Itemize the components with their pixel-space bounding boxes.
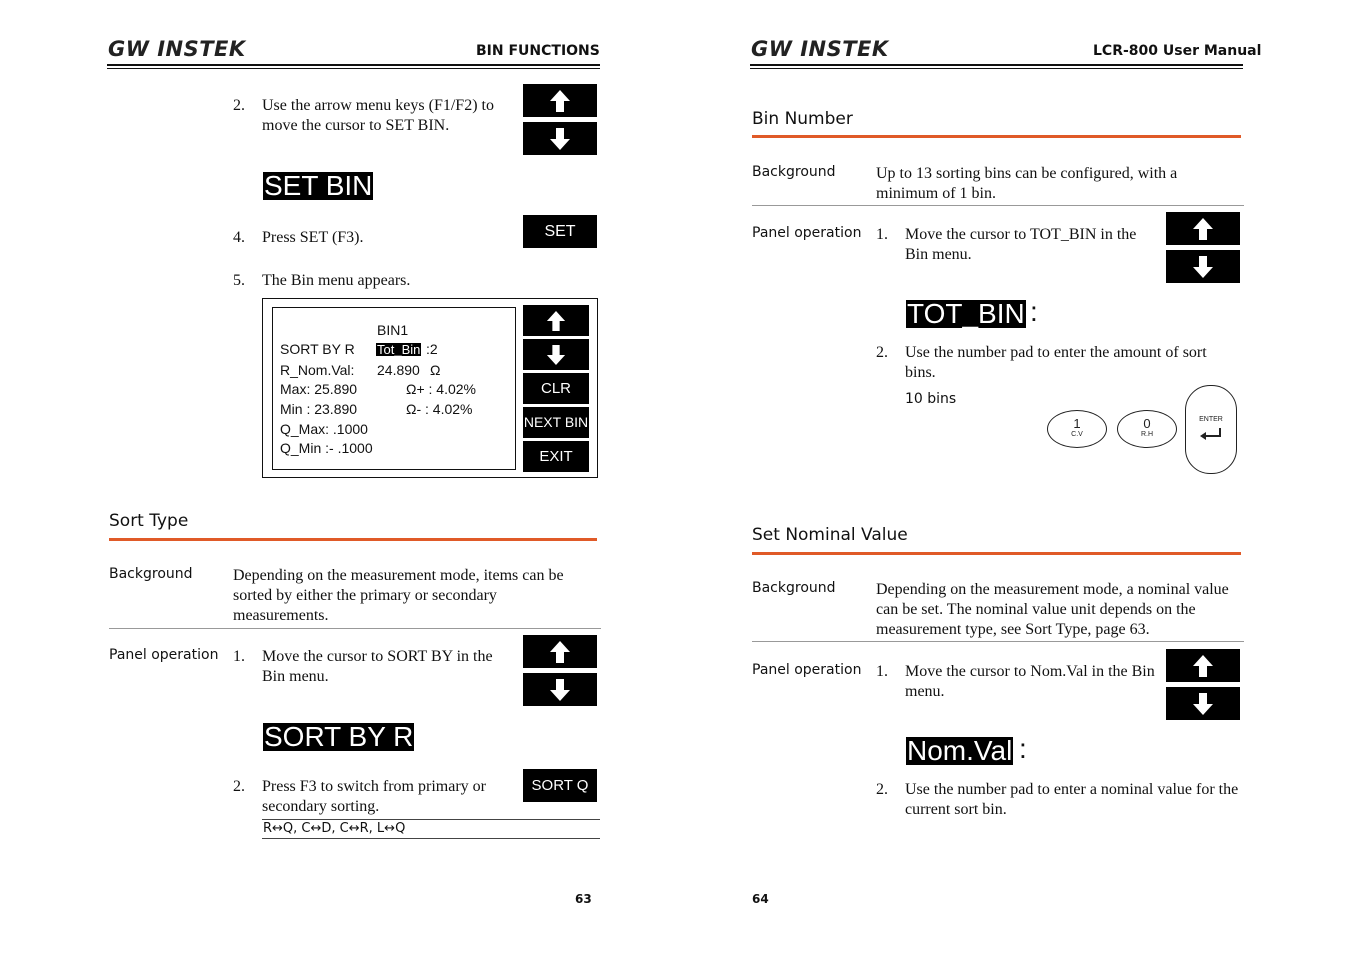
lcd-omega-minus: Ω- : 4.02% — [406, 401, 473, 417]
arrow-down-icon — [546, 344, 566, 366]
arrow-up-key[interactable] — [1166, 212, 1240, 245]
brand-logo: GW INSTEK — [751, 37, 889, 61]
numpad-1-key[interactable] — [1047, 410, 1107, 448]
arrow-up-icon — [546, 310, 566, 332]
header-rule — [750, 64, 1243, 69]
step-number: 1. — [876, 226, 888, 243]
step-text: Use the arrow menu keys (F1/F2) to move the cursor to SET BIN. — [262, 97, 494, 134]
tot-bin-display: TOT_BIN — [907, 298, 1025, 329]
clr-key[interactable]: CLR — [523, 373, 589, 404]
set-bin-display: SET BIN — [264, 170, 373, 201]
step-text: Move the cursor to Nom.Val in the Bin menu. — [905, 663, 1155, 700]
arrow-down-icon — [1192, 692, 1214, 716]
key-main-label: 1 — [1073, 416, 1081, 431]
row-divider — [109, 628, 601, 629]
arrow-up-key[interactable] — [523, 635, 597, 668]
lcd-nom-unit: Ω — [430, 362, 441, 378]
lcd-omega-plus: Ω+ : 4.02% — [406, 381, 477, 397]
exit-key[interactable]: EXIT — [523, 441, 589, 472]
menu-arrow-down-key[interactable] — [523, 339, 589, 370]
background-text: Depending on the measurement mode, items can be sorted by either the primary or secondary measurements. — [233, 567, 564, 624]
step-text: Press F3 to switch from primary or secondary sorting. — [262, 778, 486, 815]
row-divider — [752, 205, 1244, 206]
lcd-tot-bin-highlight: Tot_Bin — [377, 342, 421, 357]
arrow-down-icon — [549, 127, 571, 151]
enter-label: ENTER — [1199, 416, 1223, 423]
key-sub-label: C.V — [1071, 431, 1083, 438]
lcd-max: Max: 25.890 — [280, 381, 358, 397]
nom-val-colon: : — [1019, 733, 1027, 764]
numpad-0-key[interactable] — [1117, 410, 1177, 448]
step-number: 1. — [876, 663, 888, 680]
key-sub-label: R.H — [1140, 431, 1154, 438]
step-text: Press SET (F3). — [262, 229, 364, 246]
sort-pairs: R↔Q, C↔D, C↔R, L↔Q — [263, 821, 406, 836]
arrow-up-icon — [549, 89, 571, 113]
lcd-q-min: Q_Min :- .1000 — [280, 440, 373, 456]
menu-arrow-up-key[interactable] — [523, 305, 589, 336]
page-header: BIN FUNCTIONS — [476, 43, 600, 59]
step-text: The Bin menu appears. — [262, 272, 411, 289]
arrow-up-key[interactable] — [523, 84, 597, 117]
step-text: Move the cursor to TOT_BIN in the Bin menu. — [905, 226, 1137, 263]
header-rule — [107, 64, 600, 69]
arrow-down-key[interactable] — [523, 122, 597, 155]
step-number: 4. — [233, 229, 245, 246]
panel-operation-label: Panel operation — [109, 647, 219, 663]
section-title: Sort Type — [109, 511, 189, 531]
background-text: Up to 13 sorting bins can be configured, with a minimum of 1 bin. — [876, 165, 1178, 202]
section-rule — [752, 552, 1241, 555]
table-rule — [262, 819, 600, 820]
step-text: Use the number pad to enter the amount of sort bins. — [905, 344, 1207, 381]
step-text: Use the number pad to enter a nominal value for the current sort bin. — [905, 781, 1239, 818]
enter-icon — [1198, 427, 1224, 441]
step-text: Move the cursor to SORT BY in the Bin menu. — [262, 648, 493, 685]
background-label: Background — [752, 164, 836, 180]
tot-bin-colon: : — [1030, 296, 1038, 327]
step-number: 1. — [233, 648, 245, 665]
section-rule — [752, 135, 1241, 138]
page-number: 64 — [752, 892, 769, 906]
nom-val-display: Nom.Val — [907, 735, 1013, 766]
background-label: Background — [752, 580, 836, 596]
lcd-bin-label: BIN1 — [377, 322, 409, 338]
step-number: 2. — [233, 778, 245, 795]
example-value: 10 bins — [905, 391, 957, 407]
lcd-sort-by: SORT BY R — [280, 341, 355, 357]
background-label: Background — [109, 566, 193, 582]
enter-key[interactable] — [1185, 385, 1237, 474]
background-text: Depending on the measurement mode, a nominal value can be set. The nominal value unit depends on the measurement type, see Sort Type, page 63. — [876, 581, 1229, 638]
section-title: Bin Number — [752, 109, 853, 129]
next-bin-key[interactable]: NEXT BIN — [523, 407, 589, 438]
panel-operation-label: Panel operation — [752, 662, 862, 678]
arrow-up-icon — [549, 640, 571, 664]
page-number: 63 — [575, 892, 592, 906]
section-rule — [109, 538, 597, 541]
arrow-down-key[interactable] — [1166, 687, 1240, 720]
step-number: 2. — [876, 781, 888, 798]
panel-operation-label: Panel operation — [752, 225, 862, 241]
step-number: 5. — [233, 272, 245, 289]
arrow-down-icon — [549, 678, 571, 702]
row-divider — [752, 641, 1244, 642]
step-number: 2. — [876, 344, 888, 361]
key-main-label: 0 — [1143, 416, 1151, 431]
arrow-down-key[interactable] — [1166, 250, 1240, 283]
page-header: LCR-800 User Manual — [1093, 43, 1262, 59]
step-number: 2. — [233, 97, 245, 114]
brand-logo: GW INSTEK — [108, 37, 246, 61]
section-title: Set Nominal Value — [752, 525, 908, 545]
arrow-down-icon — [1192, 255, 1214, 279]
arrow-up-icon — [1192, 217, 1214, 241]
set-key[interactable]: SET — [523, 215, 597, 248]
lcd-nom-value: 24.890 — [377, 362, 420, 378]
lcd-nom-label: R_Nom.Val: — [280, 362, 355, 378]
sort-by-display: SORT BY R — [264, 721, 414, 752]
lcd-tot-bin-value: :2 — [426, 341, 438, 357]
lcd-q-max: Q_Max: .1000 — [280, 421, 368, 437]
arrow-down-key[interactable] — [523, 673, 597, 706]
lcd-min: Min : 23.890 — [280, 401, 358, 417]
arrow-up-key[interactable] — [1166, 649, 1240, 682]
sort-q-key[interactable]: SORT Q — [523, 769, 597, 802]
table-rule — [262, 838, 600, 839]
arrow-up-icon — [1192, 654, 1214, 678]
